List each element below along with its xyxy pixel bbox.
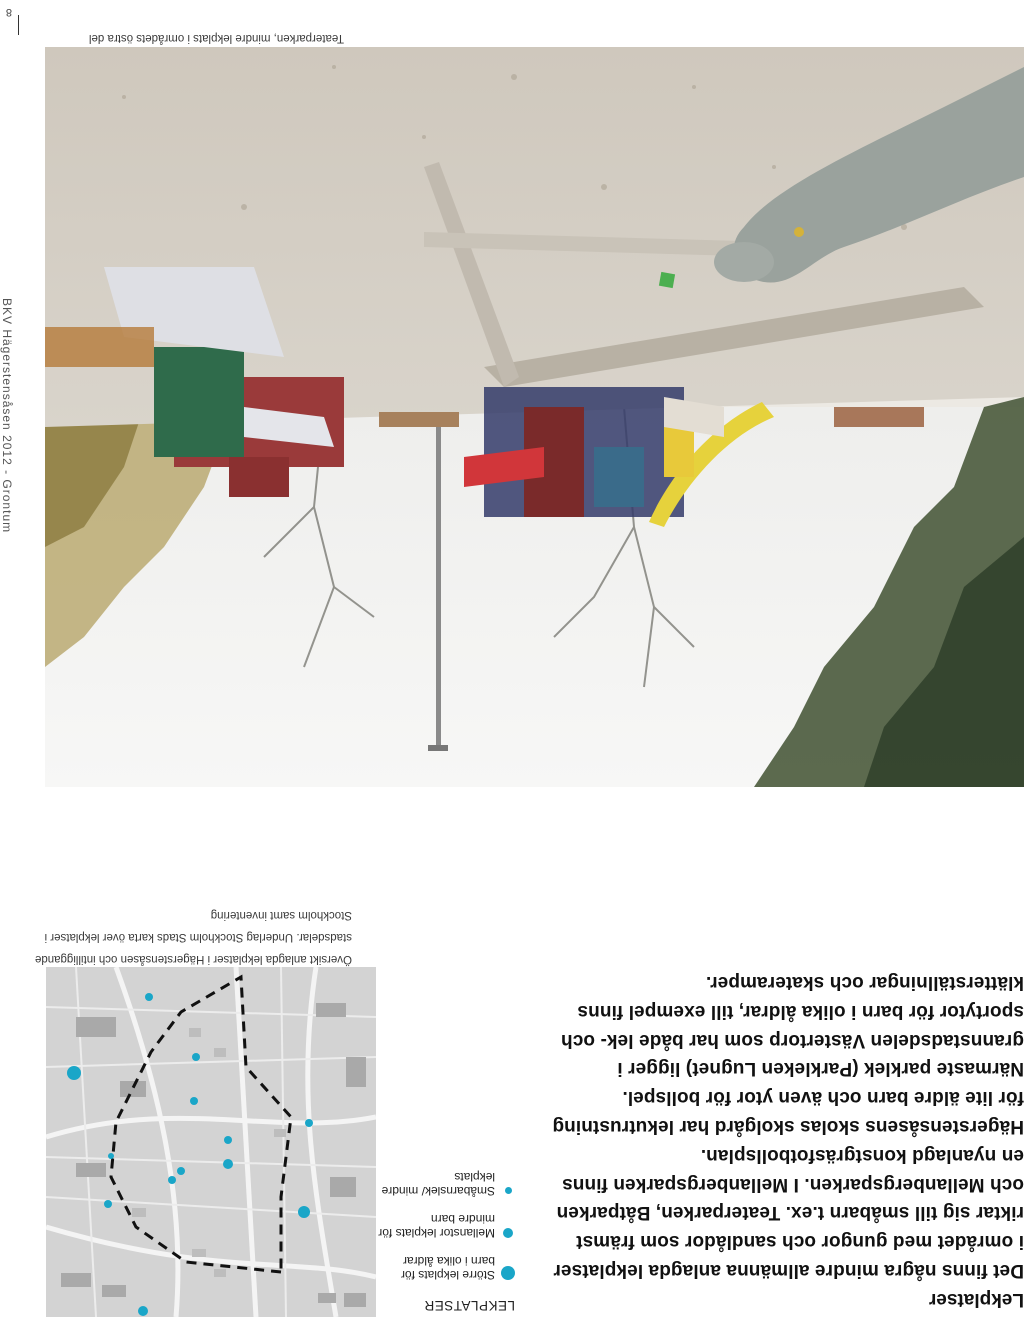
playground-map [46, 967, 376, 1317]
folio-divider [18, 15, 19, 35]
legend-title: LEKPLATSER [423, 1298, 515, 1313]
section-heading: Lekplatser [928, 1289, 1024, 1310]
legend-item-large [375, 1254, 515, 1282]
playground-photo-image [45, 47, 1024, 787]
body-text [544, 967, 1024, 1310]
legend-label: Mellanstor lekplats för mindre barn [378, 1212, 495, 1240]
photo-caption: Teaterparken, mindre lekplats i områdets östra del [88, 32, 344, 44]
legend-item-medium [375, 1212, 515, 1240]
legend-label: Småbarnslek/ mindre lekplats [381, 1170, 495, 1198]
small-dot-icon [505, 1187, 512, 1194]
map-legend [375, 1156, 515, 1313]
map-caption: Översikt anlagda lekplatser i Hägerstensåsen och intilliggande stadsdelar. Underlag Stockholm Stads karta över lekplatser i Stockholm samt inventering [34, 909, 352, 965]
large-dot-icon [501, 1266, 515, 1280]
folio-text: BKV Hägerstensåsen 2012 - Grontum [0, 298, 14, 534]
playground-map-image [46, 967, 376, 1317]
playground-photo [45, 47, 1024, 787]
section-paragraph: Det finns några mindre allmänna anlagda lekplatser i området med gungor och sandlådor som främst riktar sig till småbarn t.ex. Teaterparken, Båtparken och Mellanbergsparken. I Mellanbergsparken finns en nyanlagd konstgräsfotbollsplan. Hägerstensåsens skolas skolgård har lekutrustning för lite äldre barn och även ytor för bollspel. Närmaste parklek (Parkleken Lugnet) ligger i grannstadsdelen Västertorp som har både lek- och sportytor för barn i olika åldrar, till exempel finns klätterställningar och skateramper. [552, 972, 1024, 1281]
page-number: 8 [5, 6, 12, 18]
medium-dot-icon [503, 1228, 513, 1238]
legend-label: Större lekplats för barn i olika åldrar [400, 1254, 495, 1282]
legend-item-small [375, 1170, 515, 1198]
